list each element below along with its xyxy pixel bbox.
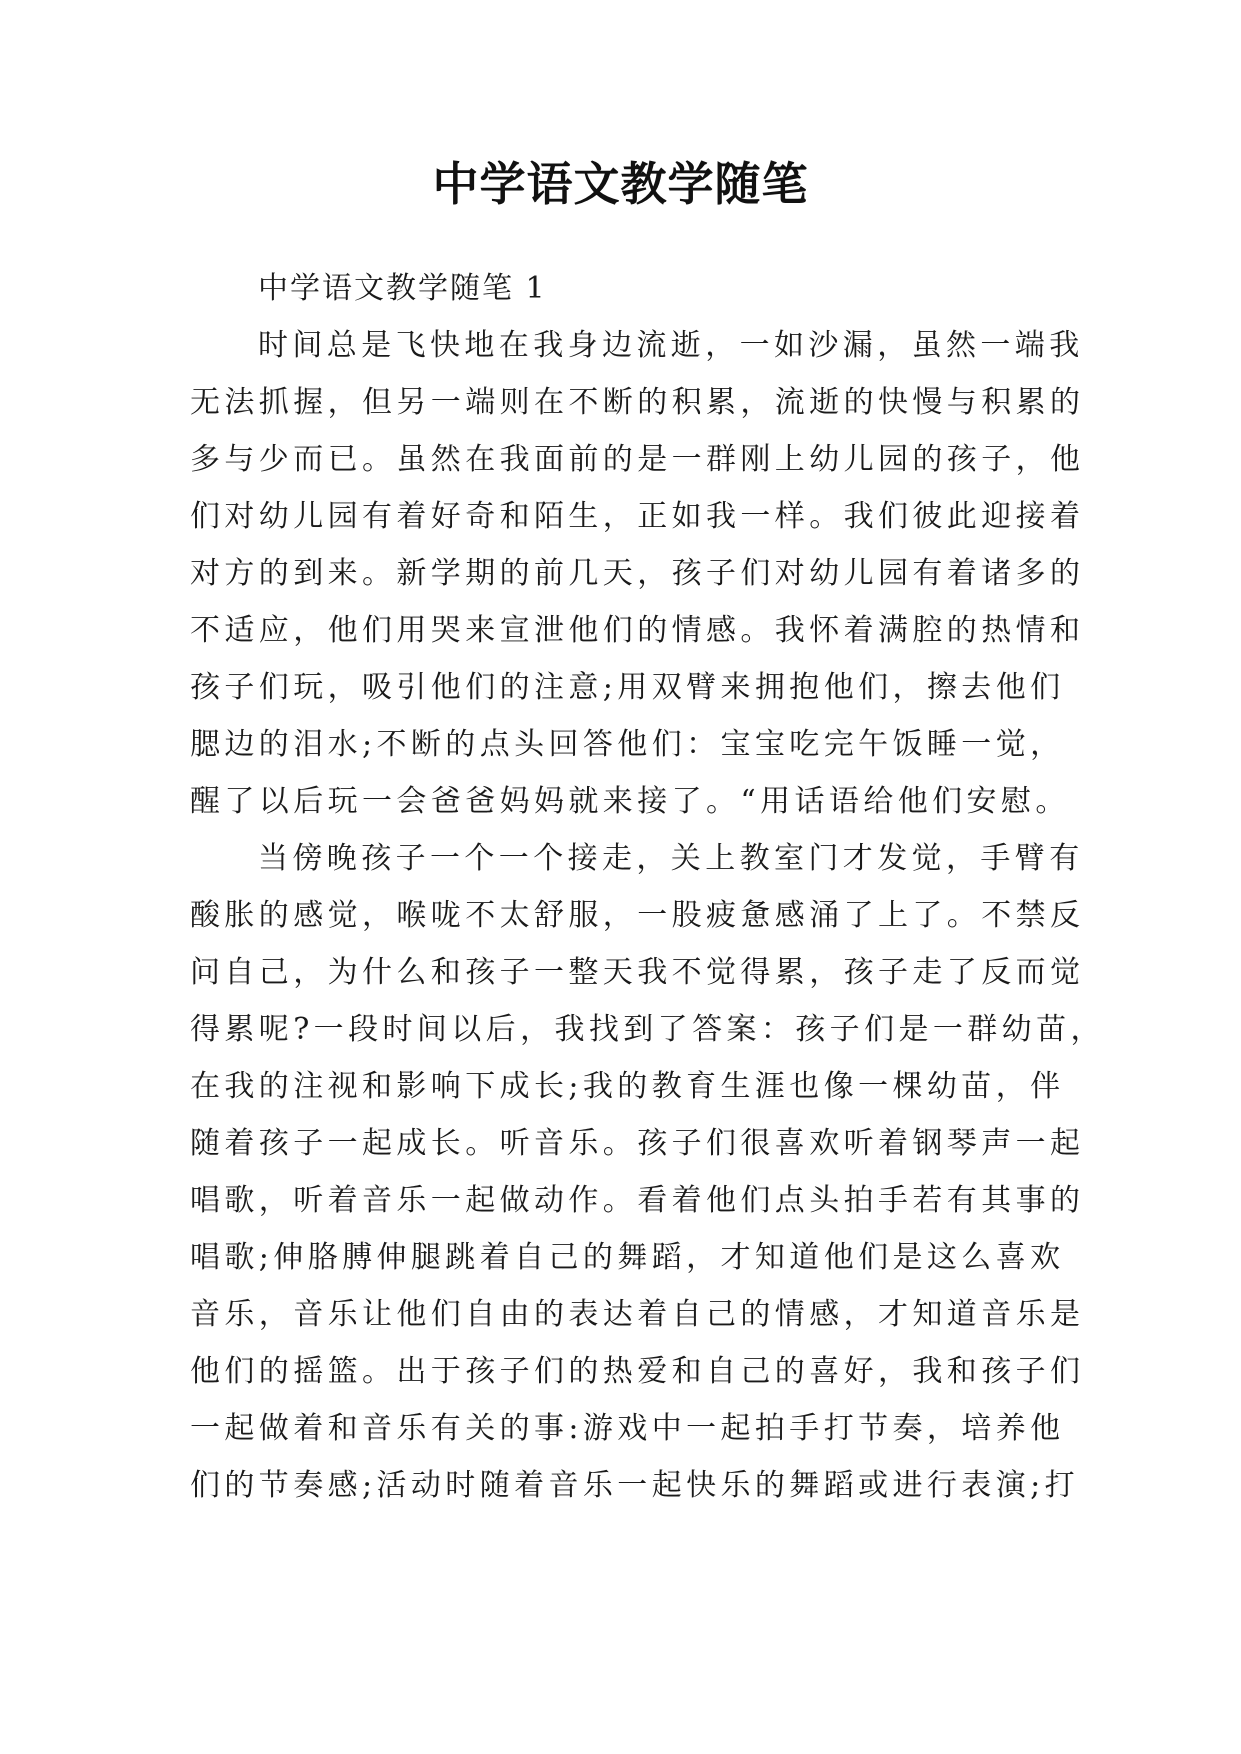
text-line: 酸胀的感觉，喉咙不太舒服，一股疲惫感涌了上了。不禁反: [190, 898, 1085, 933]
text-line: 音乐，音乐让他们自由的表达着自己的情感，才知道音乐是: [190, 1297, 1085, 1332]
text-line: 们的节奏感;活动时随着音乐一起快乐的舞蹈或进行表演;打: [190, 1468, 1080, 1503]
text-line: 随着孩子一起成长。听音乐。孩子们很喜欢听着钢琴声一起: [190, 1126, 1085, 1161]
section-heading: 中学语文教学随笔 1: [258, 271, 547, 306]
text-line: 他们的摇篮。出于孩子们的热爱和自己的喜好，我和孩子们: [190, 1354, 1085, 1389]
text-line: 孩子们玩，吸引他们的注意;用双臂来拥抱他们，擦去他们: [190, 670, 1065, 705]
text-line: 唱歌;伸胳膊伸腿跳着自己的舞蹈，才知道他们是这么喜欢: [190, 1240, 1065, 1275]
text-line: 无法抓握，但另一端则在不断的积累，流逝的快慢与积累的: [190, 385, 1085, 420]
text-line: 不适应，他们用哭来宣泄他们的情感。我怀着满腔的热情和: [190, 613, 1085, 648]
text-line: 当傍晚孩子一个一个接走，关上教室门才发觉，手臂有: [258, 841, 1084, 876]
document-body: [190, 260, 1105, 1514]
text-line: 时间总是飞快地在我身边流逝，一如沙漏，虽然一端我: [258, 328, 1084, 363]
text-line: 在我的注视和影响下成长;我的教育生涯也像一棵幼苗，伴: [190, 1069, 1065, 1104]
text-line: 唱歌，听着音乐一起做动作。看着他们点头拍手若有其事的: [190, 1183, 1085, 1218]
paragraph-2: [190, 830, 1105, 1514]
text-line: 问自己，为什么和孩子一整天我不觉得累，孩子走了反而觉: [190, 955, 1085, 990]
text-line: 一起做着和音乐有关的事:游戏中一起拍手打节奏，培养他: [190, 1411, 1065, 1446]
paragraph-1: [190, 317, 1085, 830]
text-line: 腮边的泪水;不断的点头回答他们：宝宝吃完午饭睡一觉，: [190, 727, 1065, 762]
text-line: 多与少而已。虽然在我面前的是一群刚上幼儿园的孩子，他: [190, 442, 1085, 477]
text-line: 们对幼儿园有着好奇和陌生，正如我一样。我们彼此迎接着: [190, 499, 1085, 534]
text-line: 得累呢?一段时间以后，我找到了答案：孩子们是一群幼苗，: [190, 1012, 1105, 1047]
document-title: 中学语文教学随笔: [432, 157, 809, 211]
text-line: 对方的到来。新学期的前几天，孩子们对幼儿园有着诸多的: [190, 556, 1085, 591]
text-line: 醒了以后玩一会爸爸妈妈就来接了。“用话语给他们安慰。: [190, 784, 1070, 819]
